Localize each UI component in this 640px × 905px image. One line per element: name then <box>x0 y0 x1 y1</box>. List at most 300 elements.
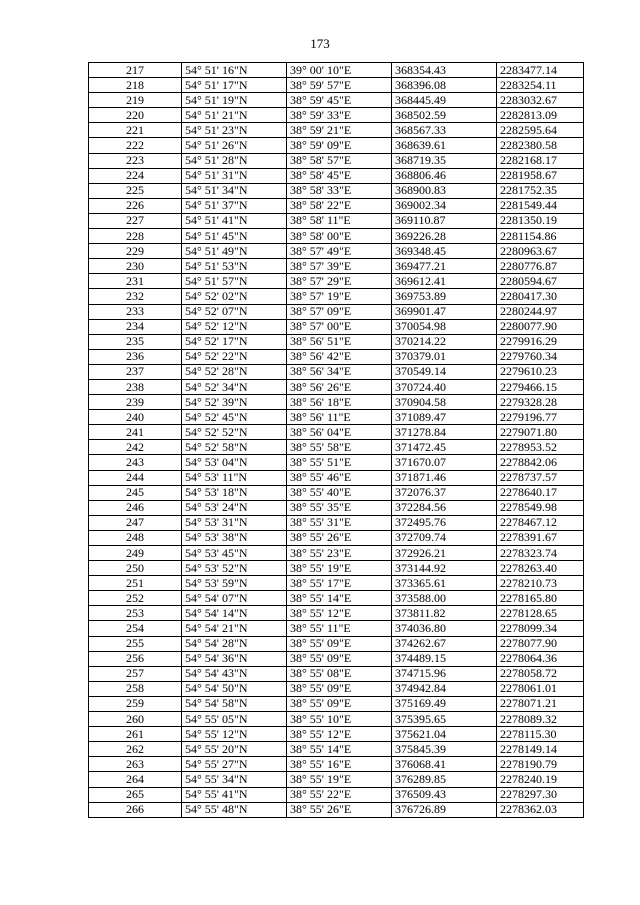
y-coordinate-cell: 2278549.98 <box>497 500 584 515</box>
x-coordinate-cell: 376068.41 <box>392 757 497 772</box>
point-number-cell: 236 <box>89 349 182 364</box>
longitude-cell: 38° 55' 51"E <box>287 455 392 470</box>
point-number-cell: 263 <box>89 757 182 772</box>
longitude-cell: 38° 55' 35"E <box>287 500 392 515</box>
x-coordinate-cell: 370724.40 <box>392 379 497 394</box>
y-coordinate-cell: 2282380.58 <box>497 138 584 153</box>
latitude-cell: 54° 53' 38"N <box>182 530 287 545</box>
longitude-cell: 38° 55' 40"E <box>287 485 392 500</box>
x-coordinate-cell: 368396.08 <box>392 78 497 93</box>
latitude-cell: 54° 53' 45"N <box>182 546 287 561</box>
x-coordinate-cell: 374715.96 <box>392 666 497 681</box>
point-number-cell: 258 <box>89 681 182 696</box>
y-coordinate-cell: 2278263.40 <box>497 561 584 576</box>
point-number-cell: 219 <box>89 93 182 108</box>
x-coordinate-cell: 368639.61 <box>392 138 497 153</box>
longitude-cell: 38° 58' 45"E <box>287 168 392 183</box>
y-coordinate-cell: 2280244.97 <box>497 304 584 319</box>
x-coordinate-cell: 374489.15 <box>392 651 497 666</box>
longitude-cell: 38° 56' 04"E <box>287 425 392 440</box>
x-coordinate-cell: 371472.45 <box>392 440 497 455</box>
latitude-cell: 54° 52' 39"N <box>182 395 287 410</box>
longitude-cell: 38° 59' 09"E <box>287 138 392 153</box>
y-coordinate-cell: 2278953.52 <box>497 440 584 455</box>
latitude-cell: 54° 53' 18"N <box>182 485 287 500</box>
point-number-cell: 260 <box>89 712 182 727</box>
longitude-cell: 38° 55' 12"E <box>287 727 392 742</box>
longitude-cell: 38° 57' 19"E <box>287 289 392 304</box>
latitude-cell: 54° 53' 59"N <box>182 576 287 591</box>
table-row <box>89 229 584 244</box>
latitude-cell: 54° 52' 17"N <box>182 334 287 349</box>
latitude-cell: 54° 51' 45"N <box>182 229 287 244</box>
x-coordinate-cell: 373365.61 <box>392 576 497 591</box>
x-coordinate-cell: 368900.83 <box>392 183 497 198</box>
table-row <box>89 304 584 319</box>
x-coordinate-cell: 376289.85 <box>392 772 497 787</box>
x-coordinate-cell: 370904.58 <box>392 395 497 410</box>
table-row <box>89 546 584 561</box>
table-row <box>89 666 584 681</box>
y-coordinate-cell: 2279196.77 <box>497 410 584 425</box>
point-number-cell: 235 <box>89 334 182 349</box>
y-coordinate-cell: 2278058.72 <box>497 666 584 681</box>
y-coordinate-cell: 2278077.90 <box>497 636 584 651</box>
table-row <box>89 530 584 545</box>
point-number-cell: 237 <box>89 364 182 379</box>
x-coordinate-cell: 368354.43 <box>392 63 497 78</box>
latitude-cell: 54° 54' 58"N <box>182 696 287 711</box>
table-row <box>89 198 584 213</box>
longitude-cell: 38° 57' 49"E <box>287 244 392 259</box>
y-coordinate-cell: 2278240.19 <box>497 772 584 787</box>
table-row <box>89 651 584 666</box>
page-number: 173 <box>310 36 330 51</box>
x-coordinate-cell: 375395.65 <box>392 712 497 727</box>
table-row <box>89 334 584 349</box>
latitude-cell: 54° 54' 43"N <box>182 666 287 681</box>
table-row <box>89 727 584 742</box>
x-coordinate-cell: 373144.92 <box>392 561 497 576</box>
x-coordinate-cell: 369226.28 <box>392 229 497 244</box>
point-number-cell: 232 <box>89 289 182 304</box>
table-row <box>89 153 584 168</box>
latitude-cell: 54° 53' 52"N <box>182 561 287 576</box>
x-coordinate-cell: 374942.84 <box>392 681 497 696</box>
latitude-cell: 54° 52' 22"N <box>182 349 287 364</box>
x-coordinate-cell: 369002.34 <box>392 198 497 213</box>
y-coordinate-cell: 2280417.30 <box>497 289 584 304</box>
point-number-cell: 228 <box>89 229 182 244</box>
x-coordinate-cell: 369348.45 <box>392 244 497 259</box>
point-number-cell: 250 <box>89 561 182 576</box>
longitude-cell: 38° 55' 46"E <box>287 470 392 485</box>
y-coordinate-cell: 2280776.87 <box>497 259 584 274</box>
latitude-cell: 54° 51' 53"N <box>182 259 287 274</box>
longitude-cell: 38° 55' 09"E <box>287 696 392 711</box>
x-coordinate-cell: 369901.47 <box>392 304 497 319</box>
point-number-cell: 259 <box>89 696 182 711</box>
longitude-cell: 38° 59' 57"E <box>287 78 392 93</box>
point-number-cell: 240 <box>89 410 182 425</box>
table-row <box>89 289 584 304</box>
longitude-cell: 38° 55' 58"E <box>287 440 392 455</box>
longitude-cell: 38° 57' 39"E <box>287 259 392 274</box>
point-number-cell: 266 <box>89 802 182 817</box>
latitude-cell: 54° 54' 21"N <box>182 621 287 636</box>
latitude-cell: 54° 52' 34"N <box>182 379 287 394</box>
table-row <box>89 712 584 727</box>
point-number-cell: 256 <box>89 651 182 666</box>
point-number-cell: 264 <box>89 772 182 787</box>
table-row <box>89 319 584 334</box>
latitude-cell: 54° 54' 50"N <box>182 681 287 696</box>
latitude-cell: 54° 53' 11"N <box>182 470 287 485</box>
point-number-cell: 221 <box>89 123 182 138</box>
table-row <box>89 93 584 108</box>
x-coordinate-cell: 371089.47 <box>392 410 497 425</box>
longitude-cell: 38° 57' 09"E <box>287 304 392 319</box>
longitude-cell: 38° 56' 26"E <box>287 379 392 394</box>
x-coordinate-cell: 371278.84 <box>392 425 497 440</box>
x-coordinate-cell: 375845.39 <box>392 742 497 757</box>
table-row <box>89 485 584 500</box>
y-coordinate-cell: 2279610.23 <box>497 364 584 379</box>
latitude-cell: 54° 52' 02"N <box>182 289 287 304</box>
longitude-cell: 38° 58' 11"E <box>287 213 392 228</box>
point-number-cell: 247 <box>89 515 182 530</box>
longitude-cell: 38° 55' 14"E <box>287 591 392 606</box>
x-coordinate-cell: 372926.21 <box>392 546 497 561</box>
latitude-cell: 54° 51' 16"N <box>182 63 287 78</box>
y-coordinate-cell: 2283254.11 <box>497 78 584 93</box>
latitude-cell: 54° 51' 57"N <box>182 274 287 289</box>
point-number-cell: 231 <box>89 274 182 289</box>
table-row <box>89 213 584 228</box>
table-row <box>89 636 584 651</box>
y-coordinate-cell: 2278640.17 <box>497 485 584 500</box>
latitude-cell: 54° 51' 34"N <box>182 183 287 198</box>
latitude-cell: 54° 51' 23"N <box>182 123 287 138</box>
longitude-cell: 39° 00' 10"E <box>287 63 392 78</box>
longitude-cell: 38° 57' 29"E <box>287 274 392 289</box>
longitude-cell: 38° 57' 00"E <box>287 319 392 334</box>
longitude-cell: 38° 55' 22"E <box>287 787 392 802</box>
longitude-cell: 38° 55' 19"E <box>287 561 392 576</box>
latitude-cell: 54° 52' 12"N <box>182 319 287 334</box>
x-coordinate-cell: 372495.76 <box>392 515 497 530</box>
y-coordinate-cell: 2278115.30 <box>497 727 584 742</box>
y-coordinate-cell: 2279760.34 <box>497 349 584 364</box>
latitude-cell: 54° 52' 45"N <box>182 410 287 425</box>
longitude-cell: 38° 55' 26"E <box>287 530 392 545</box>
point-number-cell: 246 <box>89 500 182 515</box>
table-row <box>89 757 584 772</box>
y-coordinate-cell: 2281549.44 <box>497 198 584 213</box>
table-row <box>89 244 584 259</box>
latitude-cell: 54° 54' 07"N <box>182 591 287 606</box>
latitude-cell: 54° 51' 21"N <box>182 108 287 123</box>
y-coordinate-cell: 2282168.17 <box>497 153 584 168</box>
x-coordinate-cell: 375169.49 <box>392 696 497 711</box>
longitude-cell: 38° 56' 34"E <box>287 364 392 379</box>
x-coordinate-cell: 374036.80 <box>392 621 497 636</box>
longitude-cell: 38° 59' 45"E <box>287 93 392 108</box>
table-row <box>89 410 584 425</box>
longitude-cell: 38° 56' 18"E <box>287 395 392 410</box>
x-coordinate-cell: 370549.14 <box>392 364 497 379</box>
y-coordinate-cell: 2283032.67 <box>497 93 584 108</box>
y-coordinate-cell: 2279328.28 <box>497 395 584 410</box>
latitude-cell: 54° 51' 49"N <box>182 244 287 259</box>
point-number-cell: 226 <box>89 198 182 213</box>
point-number-cell: 224 <box>89 168 182 183</box>
point-number-cell: 242 <box>89 440 182 455</box>
table-row <box>89 591 584 606</box>
table-row <box>89 515 584 530</box>
point-number-cell: 251 <box>89 576 182 591</box>
point-number-cell: 249 <box>89 546 182 561</box>
point-number-cell: 222 <box>89 138 182 153</box>
longitude-cell: 38° 55' 26"E <box>287 802 392 817</box>
table-row <box>89 168 584 183</box>
x-coordinate-cell: 370214.22 <box>392 334 497 349</box>
table-row <box>89 742 584 757</box>
y-coordinate-cell: 2278467.12 <box>497 515 584 530</box>
x-coordinate-cell: 369477.21 <box>392 259 497 274</box>
latitude-cell: 54° 52' 52"N <box>182 425 287 440</box>
point-number-cell: 239 <box>89 395 182 410</box>
point-number-cell: 225 <box>89 183 182 198</box>
table-row <box>89 772 584 787</box>
latitude-cell: 54° 53' 31"N <box>182 515 287 530</box>
y-coordinate-cell: 2278165.80 <box>497 591 584 606</box>
longitude-cell: 38° 58' 33"E <box>287 183 392 198</box>
longitude-cell: 38° 56' 42"E <box>287 349 392 364</box>
longitude-cell: 38° 59' 33"E <box>287 108 392 123</box>
point-number-cell: 265 <box>89 787 182 802</box>
y-coordinate-cell: 2281154.86 <box>497 229 584 244</box>
latitude-cell: 54° 55' 05"N <box>182 712 287 727</box>
latitude-cell: 54° 51' 31"N <box>182 168 287 183</box>
longitude-cell: 38° 55' 17"E <box>287 576 392 591</box>
table-row <box>89 364 584 379</box>
table-row <box>89 621 584 636</box>
latitude-cell: 54° 53' 04"N <box>182 455 287 470</box>
point-number-cell: 261 <box>89 727 182 742</box>
x-coordinate-cell: 372076.37 <box>392 485 497 500</box>
longitude-cell: 38° 58' 57"E <box>287 153 392 168</box>
x-coordinate-cell: 371670.07 <box>392 455 497 470</box>
y-coordinate-cell: 2279071.80 <box>497 425 584 440</box>
latitude-cell: 54° 54' 36"N <box>182 651 287 666</box>
longitude-cell: 38° 55' 09"E <box>287 651 392 666</box>
y-coordinate-cell: 2278149.14 <box>497 742 584 757</box>
table-row <box>89 802 584 817</box>
table-row <box>89 349 584 364</box>
table-row <box>89 395 584 410</box>
latitude-cell: 54° 52' 58"N <box>182 440 287 455</box>
point-number-cell: 252 <box>89 591 182 606</box>
x-coordinate-cell: 369612.41 <box>392 274 497 289</box>
y-coordinate-cell: 2278128.65 <box>497 606 584 621</box>
point-number-cell: 262 <box>89 742 182 757</box>
x-coordinate-cell: 369110.87 <box>392 213 497 228</box>
coordinates-table-body <box>89 63 584 818</box>
table-row <box>89 78 584 93</box>
x-coordinate-cell: 374262.67 <box>392 636 497 651</box>
x-coordinate-cell: 372709.74 <box>392 530 497 545</box>
latitude-cell: 54° 55' 48"N <box>182 802 287 817</box>
y-coordinate-cell: 2279916.29 <box>497 334 584 349</box>
table-row <box>89 606 584 621</box>
latitude-cell: 54° 55' 41"N <box>182 787 287 802</box>
point-number-cell: 217 <box>89 63 182 78</box>
table-row <box>89 379 584 394</box>
point-number-cell: 234 <box>89 319 182 334</box>
latitude-cell: 54° 54' 14"N <box>182 606 287 621</box>
longitude-cell: 38° 55' 31"E <box>287 515 392 530</box>
table-row <box>89 63 584 78</box>
y-coordinate-cell: 2281350.19 <box>497 213 584 228</box>
x-coordinate-cell: 370379.01 <box>392 349 497 364</box>
latitude-cell: 54° 51' 37"N <box>182 198 287 213</box>
y-coordinate-cell: 2280963.67 <box>497 244 584 259</box>
x-coordinate-cell: 372284.56 <box>392 500 497 515</box>
y-coordinate-cell: 2278210.73 <box>497 576 584 591</box>
longitude-cell: 38° 55' 16"E <box>287 757 392 772</box>
table-row <box>89 696 584 711</box>
point-number-cell: 241 <box>89 425 182 440</box>
longitude-cell: 38° 58' 00"E <box>287 229 392 244</box>
y-coordinate-cell: 2278064.36 <box>497 651 584 666</box>
latitude-cell: 54° 51' 28"N <box>182 153 287 168</box>
longitude-cell: 38° 56' 51"E <box>287 334 392 349</box>
latitude-cell: 54° 51' 26"N <box>182 138 287 153</box>
x-coordinate-cell: 368567.33 <box>392 123 497 138</box>
longitude-cell: 38° 55' 23"E <box>287 546 392 561</box>
x-coordinate-cell: 370054.98 <box>392 319 497 334</box>
point-number-cell: 244 <box>89 470 182 485</box>
longitude-cell: 38° 55' 10"E <box>287 712 392 727</box>
latitude-cell: 54° 51' 41"N <box>182 213 287 228</box>
x-coordinate-cell: 368719.35 <box>392 153 497 168</box>
y-coordinate-cell: 2282813.09 <box>497 108 584 123</box>
longitude-cell: 38° 56' 11"E <box>287 410 392 425</box>
point-number-cell: 245 <box>89 485 182 500</box>
latitude-cell: 54° 52' 28"N <box>182 364 287 379</box>
longitude-cell: 38° 55' 09"E <box>287 636 392 651</box>
point-number-cell: 253 <box>89 606 182 621</box>
y-coordinate-cell: 2278737.57 <box>497 470 584 485</box>
table-row <box>89 440 584 455</box>
table-row <box>89 259 584 274</box>
point-number-cell: 220 <box>89 108 182 123</box>
y-coordinate-cell: 2278190.79 <box>497 757 584 772</box>
x-coordinate-cell: 375621.04 <box>392 727 497 742</box>
table-row <box>89 123 584 138</box>
table-row <box>89 470 584 485</box>
latitude-cell: 54° 51' 19"N <box>182 93 287 108</box>
x-coordinate-cell: 369753.89 <box>392 289 497 304</box>
y-coordinate-cell: 2278089.32 <box>497 712 584 727</box>
y-coordinate-cell: 2278362.03 <box>497 802 584 817</box>
latitude-cell: 54° 55' 12"N <box>182 727 287 742</box>
point-number-cell: 243 <box>89 455 182 470</box>
y-coordinate-cell: 2280594.67 <box>497 274 584 289</box>
table-row <box>89 425 584 440</box>
x-coordinate-cell: 368445.49 <box>392 93 497 108</box>
longitude-cell: 38° 55' 14"E <box>287 742 392 757</box>
table-row <box>89 108 584 123</box>
longitude-cell: 38° 55' 19"E <box>287 772 392 787</box>
latitude-cell: 54° 55' 27"N <box>182 757 287 772</box>
x-coordinate-cell: 371871.46 <box>392 470 497 485</box>
x-coordinate-cell: 368502.59 <box>392 108 497 123</box>
y-coordinate-cell: 2278071.21 <box>497 696 584 711</box>
point-number-cell: 257 <box>89 666 182 681</box>
latitude-cell: 54° 51' 17"N <box>182 78 287 93</box>
table-row <box>89 455 584 470</box>
latitude-cell: 54° 55' 34"N <box>182 772 287 787</box>
x-coordinate-cell: 368806.46 <box>392 168 497 183</box>
longitude-cell: 38° 58' 22"E <box>287 198 392 213</box>
table-row <box>89 500 584 515</box>
point-number-cell: 255 <box>89 636 182 651</box>
y-coordinate-cell: 2278297.30 <box>497 787 584 802</box>
y-coordinate-cell: 2283477.14 <box>497 63 584 78</box>
x-coordinate-cell: 373588.00 <box>392 591 497 606</box>
point-number-cell: 218 <box>89 78 182 93</box>
longitude-cell: 38° 59' 21"E <box>287 123 392 138</box>
coordinates-table <box>88 62 584 818</box>
y-coordinate-cell: 2278099.34 <box>497 621 584 636</box>
point-number-cell: 230 <box>89 259 182 274</box>
table-row <box>89 787 584 802</box>
y-coordinate-cell: 2282595.64 <box>497 123 584 138</box>
point-number-cell: 223 <box>89 153 182 168</box>
point-number-cell: 238 <box>89 379 182 394</box>
point-number-cell: 248 <box>89 530 182 545</box>
point-number-cell: 254 <box>89 621 182 636</box>
latitude-cell: 54° 54' 28"N <box>182 636 287 651</box>
y-coordinate-cell: 2279466.15 <box>497 379 584 394</box>
y-coordinate-cell: 2278842.06 <box>497 455 584 470</box>
point-number-cell: 227 <box>89 213 182 228</box>
x-coordinate-cell: 376509.43 <box>392 787 497 802</box>
y-coordinate-cell: 2278323.74 <box>497 546 584 561</box>
y-coordinate-cell: 2278061.01 <box>497 681 584 696</box>
latitude-cell: 54° 52' 07"N <box>182 304 287 319</box>
table-row <box>89 576 584 591</box>
table-row <box>89 138 584 153</box>
point-number-cell: 229 <box>89 244 182 259</box>
y-coordinate-cell: 2278391.67 <box>497 530 584 545</box>
table-row <box>89 561 584 576</box>
point-number-cell: 233 <box>89 304 182 319</box>
table-row <box>89 183 584 198</box>
latitude-cell: 54° 53' 24"N <box>182 500 287 515</box>
longitude-cell: 38° 55' 11"E <box>287 621 392 636</box>
x-coordinate-cell: 373811.82 <box>392 606 497 621</box>
longitude-cell: 38° 55' 12"E <box>287 606 392 621</box>
table-row <box>89 681 584 696</box>
longitude-cell: 38° 55' 08"E <box>287 666 392 681</box>
latitude-cell: 54° 55' 20"N <box>182 742 287 757</box>
y-coordinate-cell: 2280077.90 <box>497 319 584 334</box>
y-coordinate-cell: 2281752.35 <box>497 183 584 198</box>
x-coordinate-cell: 376726.89 <box>392 802 497 817</box>
